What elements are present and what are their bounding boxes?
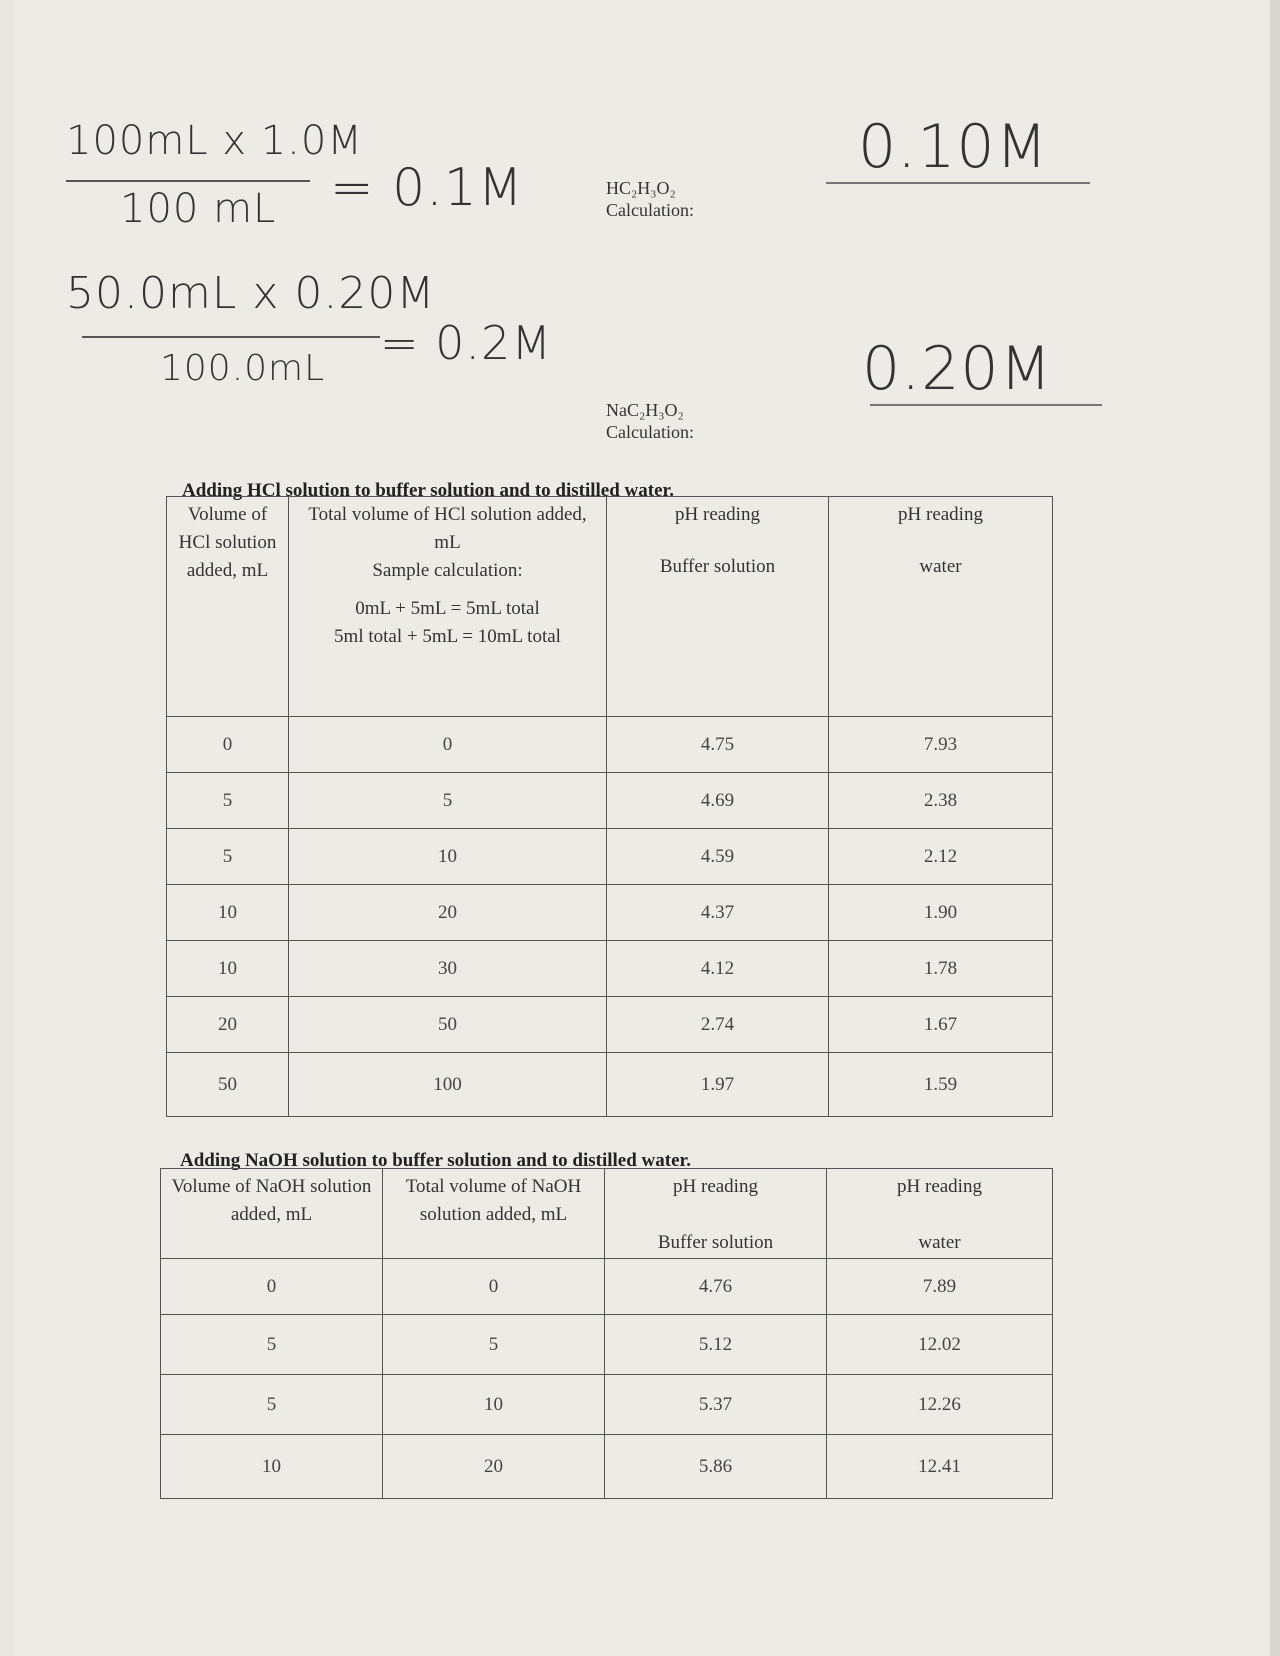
- table-cell: 5: [167, 773, 289, 829]
- table-row: [167, 773, 1053, 829]
- naoh-header-volume: Volume of NaOH solution added, mL: [161, 1169, 383, 1259]
- page-edge: [1270, 0, 1280, 1656]
- naoh-header-total: Total volume of NaOH solution added, mL: [383, 1169, 605, 1259]
- hand-line1-numerator: 100mL x 1.0M: [66, 118, 363, 164]
- table-cell: 2.74: [607, 997, 829, 1053]
- table-cell: 10: [383, 1375, 605, 1435]
- table-cell: 2.12: [829, 829, 1053, 885]
- hand-line2-denominator: 100.0mL: [160, 348, 326, 389]
- hand-line1-denominator: 100 mL: [120, 186, 277, 232]
- naoh-header-water: pH reading water: [827, 1169, 1053, 1259]
- acid-answer: 0.10M: [858, 112, 1049, 182]
- hcl-table-title: Adding HCl solution to buffer solution and to distilled water.: [182, 480, 674, 501]
- table-cell: 0: [289, 717, 607, 773]
- table-cell: 4.69: [607, 773, 829, 829]
- table-cell: 5: [383, 1315, 605, 1375]
- table-cell: 5: [161, 1315, 383, 1375]
- table-row: [167, 885, 1053, 941]
- table-cell: 1.90: [829, 885, 1053, 941]
- table-cell: 4.12: [607, 941, 829, 997]
- table-cell: 2.38: [829, 773, 1053, 829]
- table-cell: 5: [161, 1375, 383, 1435]
- table-row: [167, 717, 1053, 773]
- table-cell: 1.78: [829, 941, 1053, 997]
- table-row: [161, 1375, 1053, 1435]
- table-row: [167, 941, 1053, 997]
- table-cell: 1.67: [829, 997, 1053, 1053]
- acid-calculation-label: Calculation:: [606, 200, 694, 220]
- table-cell: 4.59: [607, 829, 829, 885]
- table-row: [167, 1053, 1053, 1117]
- table-cell: 7.89: [827, 1259, 1053, 1315]
- table-cell: 10: [167, 941, 289, 997]
- hcl-header-buffer: pH reading Buffer solution: [607, 497, 829, 717]
- table-cell: 12.02: [827, 1315, 1053, 1375]
- acid-formula: HC₂H₃O₂: [606, 178, 676, 198]
- table-row: [167, 829, 1053, 885]
- table-cell: 100: [289, 1053, 607, 1117]
- table-cell: 0: [161, 1259, 383, 1315]
- hand-line2-result: = 0.2M: [380, 316, 553, 370]
- salt-formula: NaC₂H₃O₂: [606, 400, 684, 420]
- hcl-header-volume: Volume of HCl solution added, mL: [167, 497, 289, 717]
- table-cell: 4.37: [607, 885, 829, 941]
- table-cell: 0: [383, 1259, 605, 1315]
- naoh-table-title: Adding NaOH solution to buffer solution and to distilled water.: [180, 1150, 691, 1171]
- salt-calculation-label: Calculation:: [606, 422, 694, 442]
- hcl-header-row: [167, 497, 1053, 717]
- table-cell: 0: [167, 717, 289, 773]
- table-cell: 12.41: [827, 1435, 1053, 1499]
- hcl-header-total: Total volume of HCl solution added, mL Sample calculation: 0mL + 5mL = 5mL total 5ml total + 5mL = 10mL total: [289, 497, 607, 717]
- table-row: [161, 1435, 1053, 1499]
- table-cell: 10: [161, 1435, 383, 1499]
- table-cell: 7.93: [829, 717, 1053, 773]
- table-cell: 10: [167, 885, 289, 941]
- table-cell: 5: [167, 829, 289, 885]
- table-cell: 1.59: [829, 1053, 1053, 1117]
- table-cell: 30: [289, 941, 607, 997]
- table-cell: 5.12: [605, 1315, 827, 1375]
- table-cell: 4.76: [605, 1259, 827, 1315]
- table-cell: 20: [167, 997, 289, 1053]
- fraction-bar-2: [82, 336, 380, 338]
- table-cell: 12.26: [827, 1375, 1053, 1435]
- hcl-table: [166, 496, 1053, 1117]
- table-cell: 20: [289, 885, 607, 941]
- table-cell: 50: [289, 997, 607, 1053]
- hand-line2-numerator: 50.0mL x 0.20M: [66, 268, 436, 319]
- table-row: [161, 1315, 1053, 1375]
- naoh-table: [160, 1168, 1053, 1499]
- acid-answer-line: [826, 182, 1090, 184]
- table-cell: 4.75: [607, 717, 829, 773]
- table-cell: 5: [289, 773, 607, 829]
- table-cell: 50: [167, 1053, 289, 1117]
- naoh-header-row: [161, 1169, 1053, 1259]
- table-cell: 5.37: [605, 1375, 827, 1435]
- fraction-bar-1: [66, 180, 310, 182]
- table-row: [161, 1259, 1053, 1315]
- table-cell: 1.97: [607, 1053, 829, 1117]
- table-row: [167, 997, 1053, 1053]
- hcl-header-water: pH reading water: [829, 497, 1053, 717]
- salt-answer-line: [870, 404, 1102, 406]
- salt-answer: 0.20M: [862, 334, 1053, 404]
- hand-line1-result: = 0.1M: [330, 158, 524, 218]
- table-cell: 20: [383, 1435, 605, 1499]
- table-cell: 5.86: [605, 1435, 827, 1499]
- naoh-header-buffer: pH reading Buffer solution: [605, 1169, 827, 1259]
- table-cell: 10: [289, 829, 607, 885]
